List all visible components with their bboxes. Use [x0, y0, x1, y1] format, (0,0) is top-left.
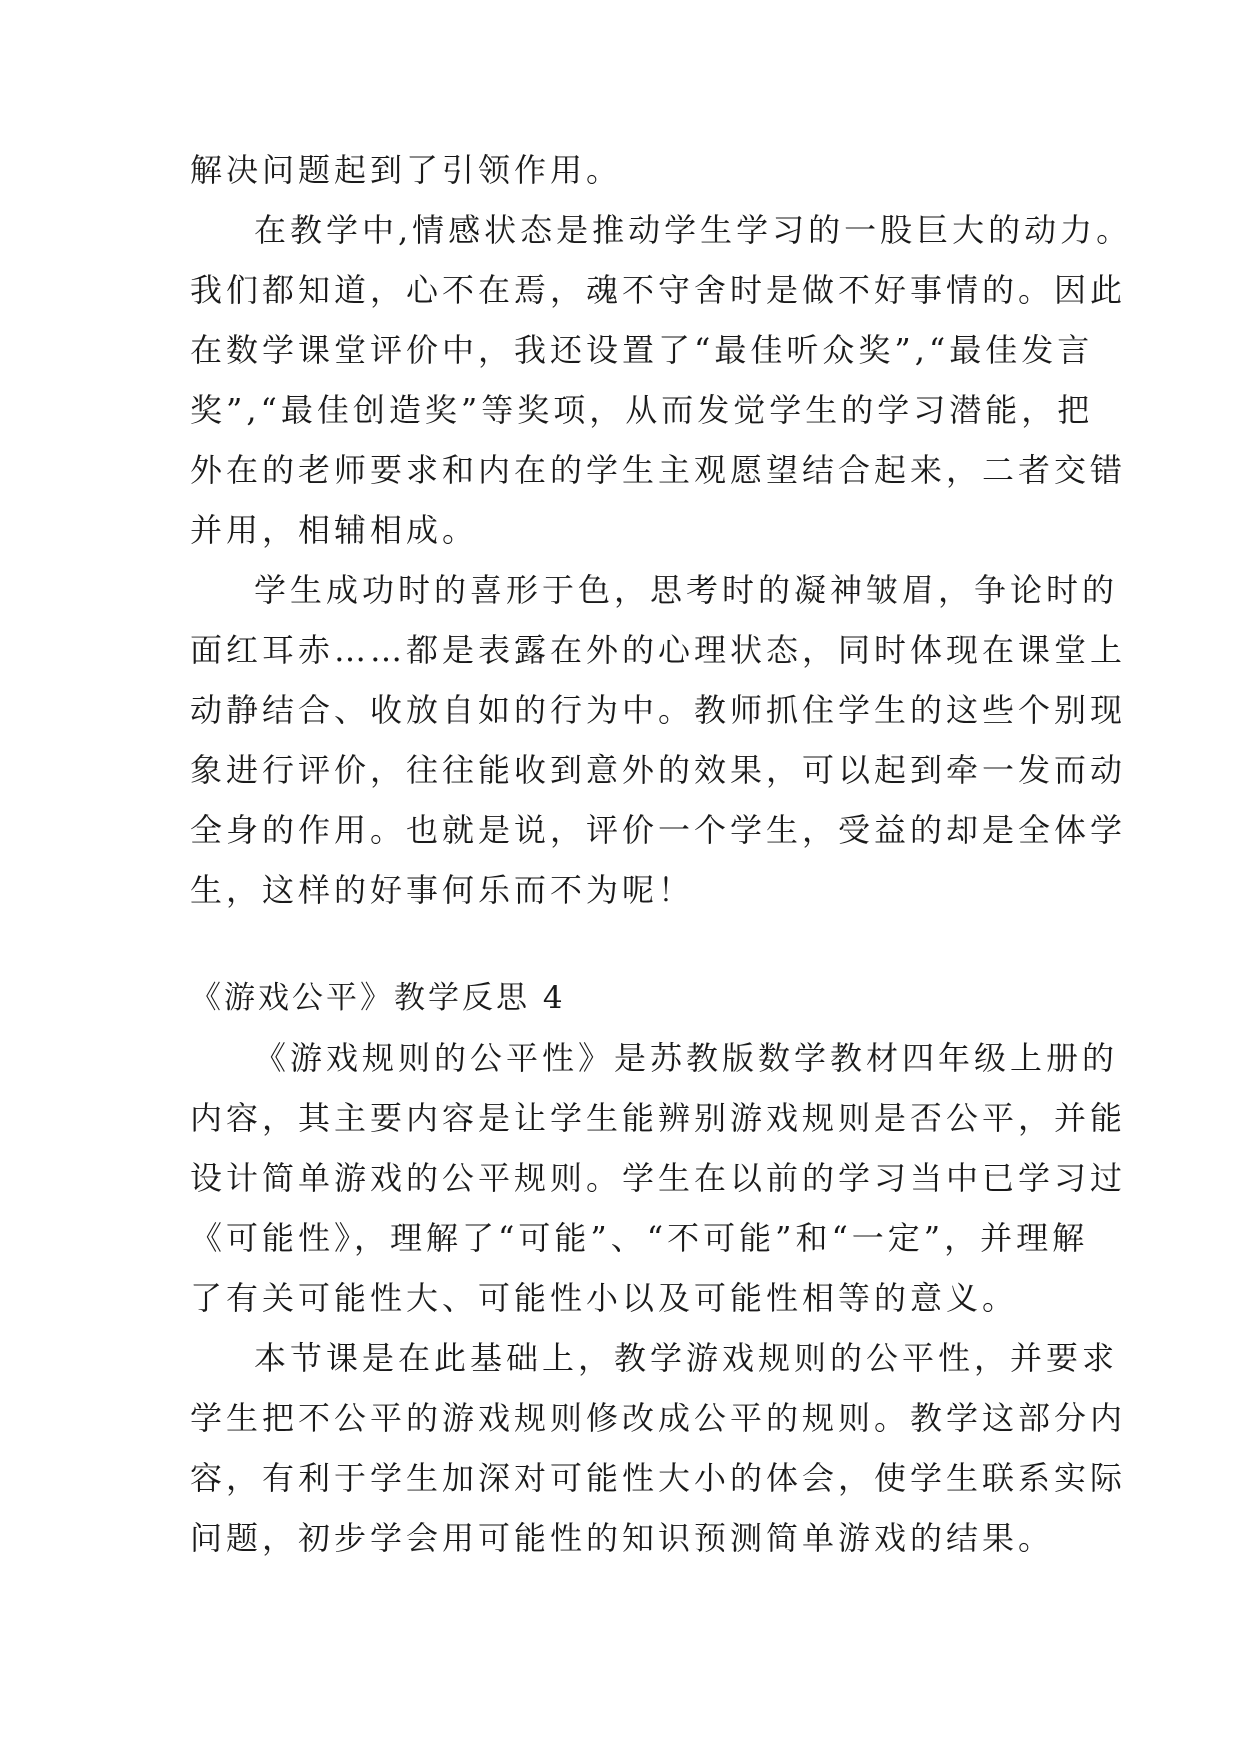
text-line-14: 《游戏规则的公平性》是苏教版数学教材四年级上册的: [254, 1039, 1119, 1077]
text-line-9: 面红耳赤……都是表露在外的心理状态，同时体现在课堂上: [190, 631, 1127, 669]
text-line-1: 解决问题起到了引领作用。: [190, 151, 623, 189]
text-line-4: 在数学课堂评价中，我还设置了“最佳听众奖”,“最佳发言: [190, 331, 1094, 369]
text-line-22: 问题，初步学会用可能性的知识预测简单游戏的结果。: [190, 1519, 1055, 1557]
text-line-6: 外在的老师要求和内在的学生主观愿望结合起来，二者交错: [190, 451, 1127, 489]
text-line-13: 生，这样的好事何乐而不为呢！: [190, 871, 695, 909]
text-line-10: 动静结合、收放自如的行为中。教师抓住学生的这些个别现: [190, 691, 1127, 729]
text-line-8: 学生成功时的喜形于色，思考时的凝神皱眉，争论时的: [254, 571, 1119, 609]
text-line-16: 设计简单游戏的公平规则。学生在以前的学习当中已学习过: [190, 1159, 1127, 1197]
text-line-18: 了有关可能性大、可能性小以及可能性相等的意义。: [190, 1279, 1019, 1317]
text-line-21: 容，有利于学生加深对可能性大小的体会，使学生联系实际: [190, 1459, 1127, 1497]
text-line-11: 象进行评价，往往能收到意外的效果，可以起到牵一发而动: [190, 751, 1127, 789]
text-line-5: 奖”,“最佳创造奖”等奖项，从而发觉学生的学习潜能，把: [190, 391, 1094, 429]
text-line-19: 本节课是在此基础上，教学游戏规则的公平性，并要求: [254, 1339, 1119, 1377]
section-heading: 《游戏公平》教学反思 4: [190, 980, 566, 1016]
text-line-7: 并用，相辅相成。: [190, 511, 479, 549]
text-line-3: 我们都知道，心不在焉，魂不守舍时是做不好事情的。因此: [190, 271, 1127, 309]
text-line-17: 《可能性》，理解了“可能”、“不可能”和“一定”，并理解: [190, 1219, 1089, 1257]
text-line-2: 在教学中,情感状态是推动学生学习的一股巨大的动力。: [254, 211, 1133, 249]
text-line-12: 全身的作用。也就是说，评价一个学生，受益的却是全体学: [190, 811, 1127, 849]
text-line-15: 内容，其主要内容是让学生能辨别游戏规则是否公平，并能: [190, 1099, 1127, 1137]
text-line-20: 学生把不公平的游戏规则修改成公平的规则。教学这部分内: [190, 1399, 1127, 1437]
